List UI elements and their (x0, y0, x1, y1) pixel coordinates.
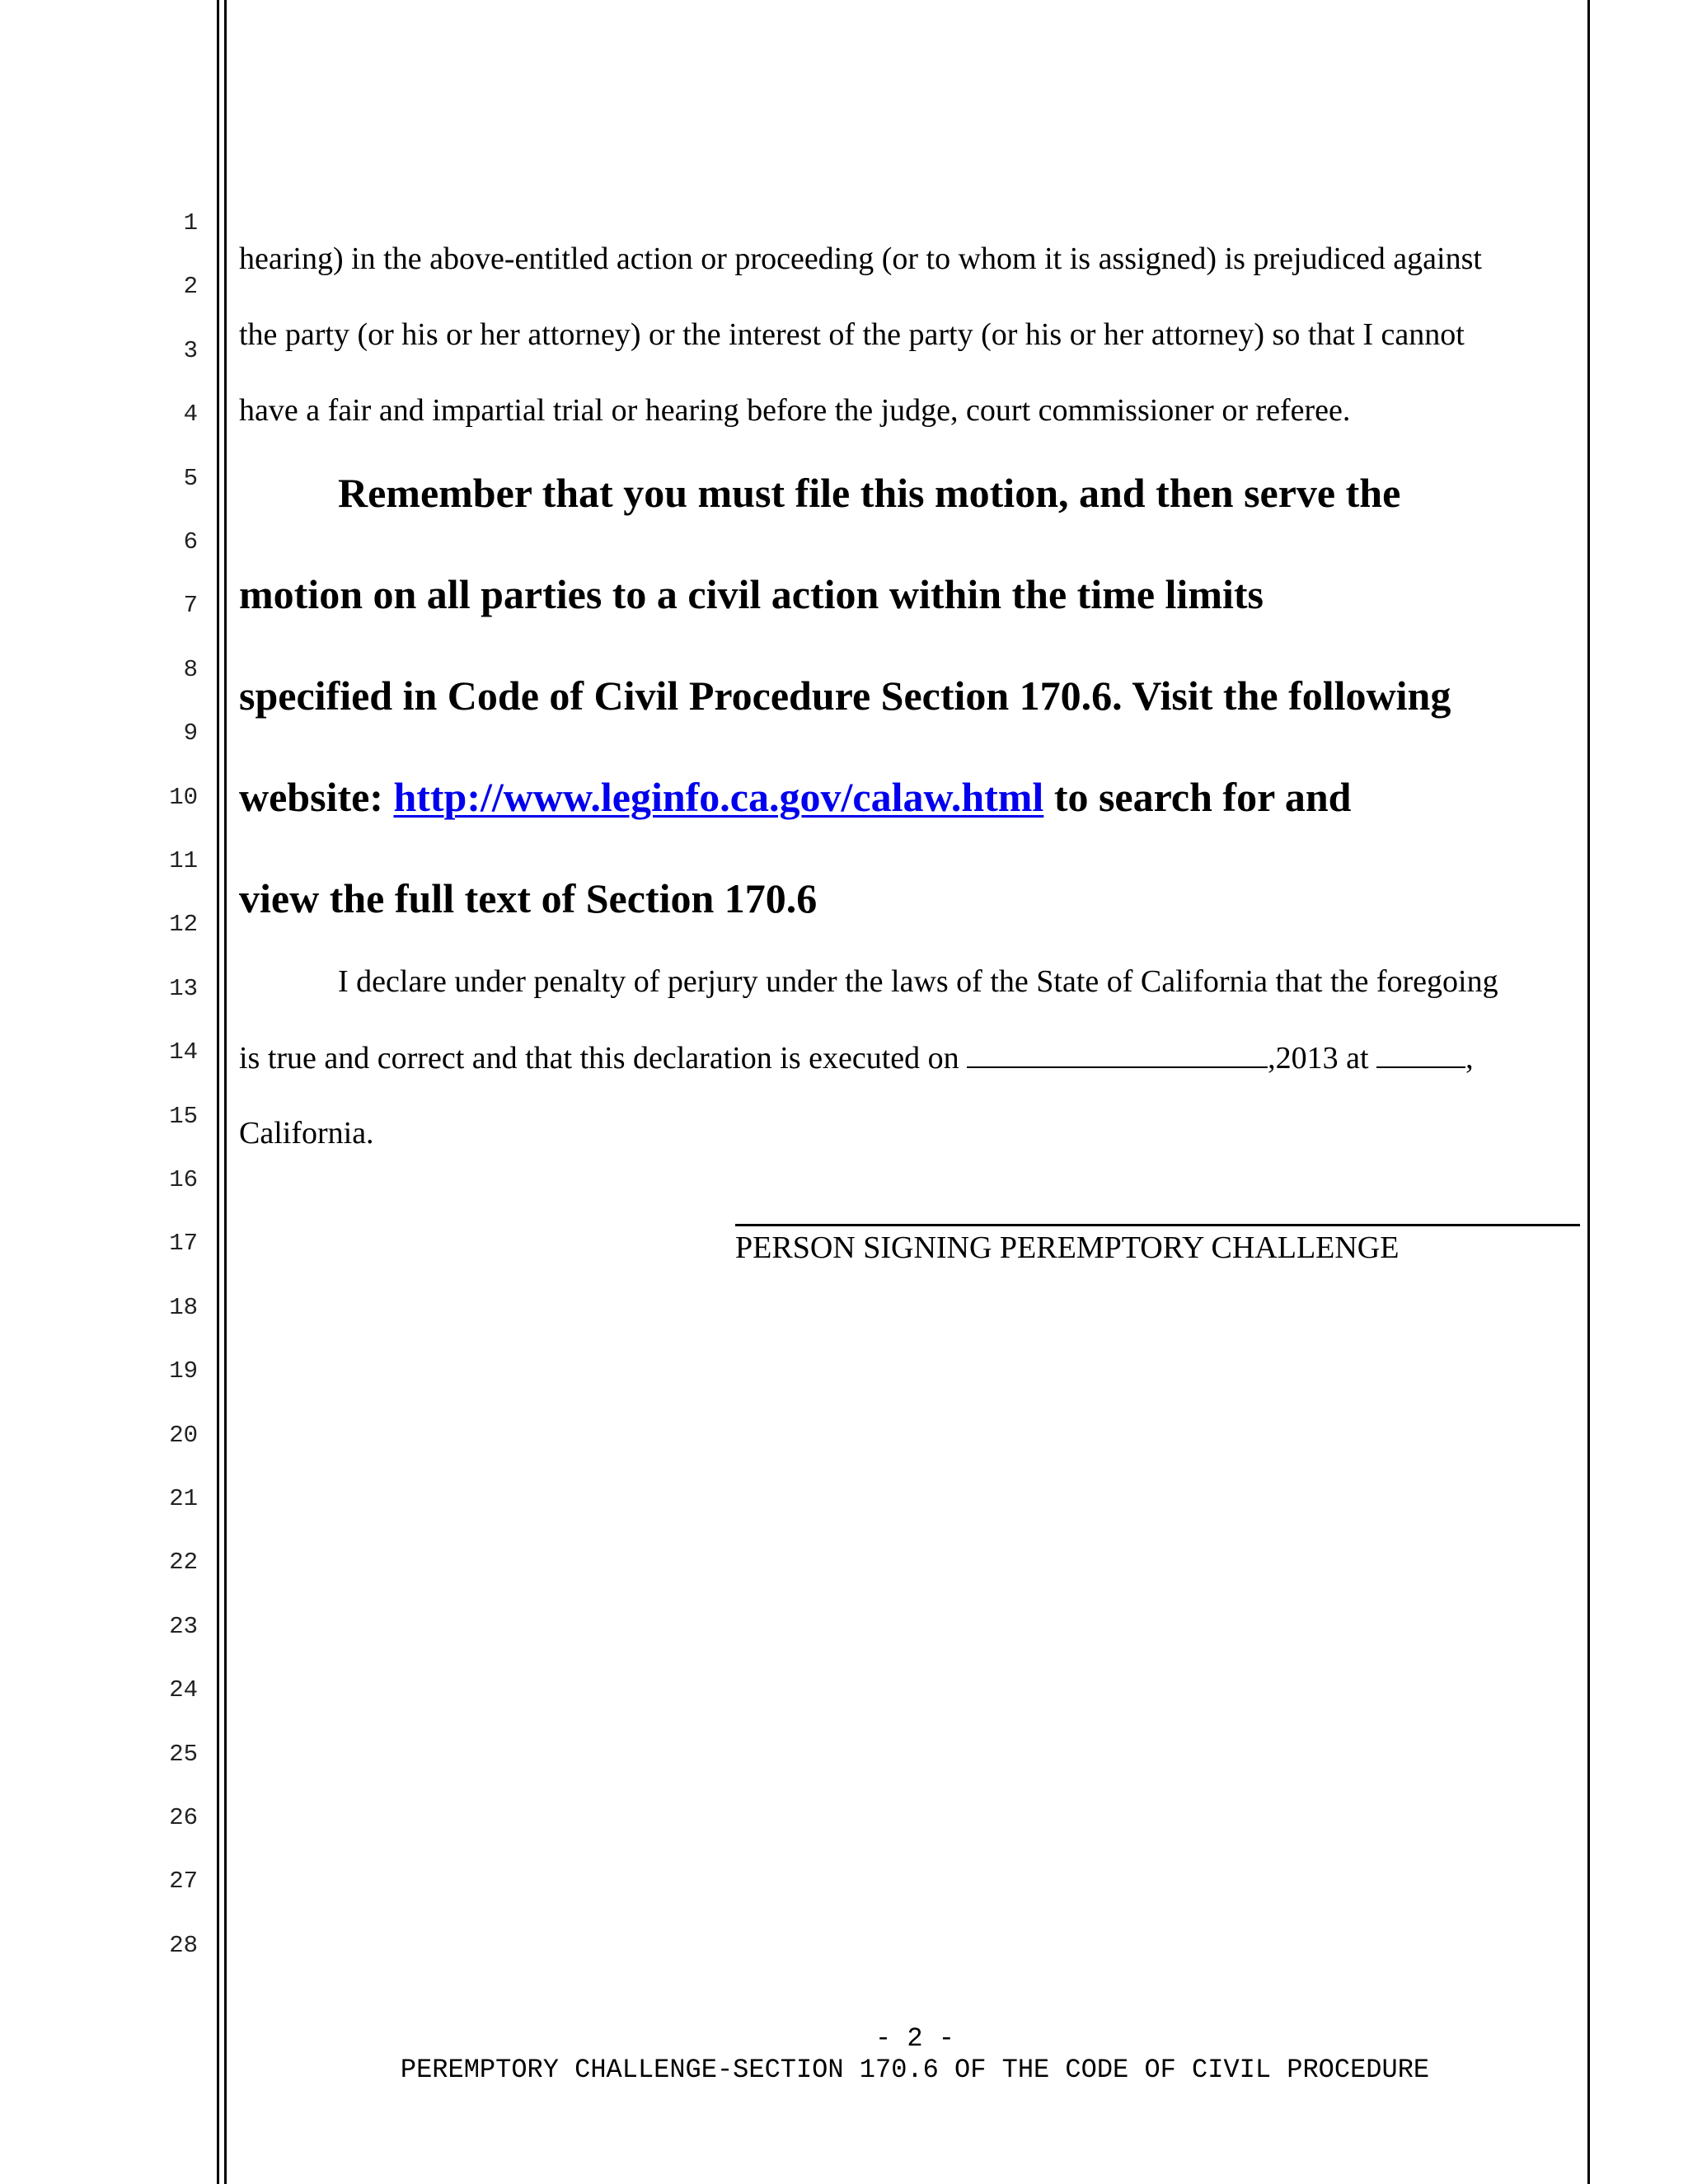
line-number: 9 (183, 719, 198, 747)
statute-website-link[interactable]: http://www.leginfo.ca.gov/calaw.html (393, 774, 1044, 820)
line-number: 10 (169, 784, 198, 811)
right-margin-rule (1587, 0, 1590, 2184)
line-number: 21 (169, 1485, 198, 1512)
line-number: 8 (183, 656, 198, 683)
page-number: - 2 - (874, 2023, 954, 2054)
line-number: 26 (169, 1804, 198, 1831)
line-number: 11 (169, 847, 198, 874)
line-number: 16 (169, 1166, 198, 1193)
line-number: 6 (183, 528, 198, 555)
line-number: 5 (183, 465, 198, 492)
line-number: 7 (183, 592, 198, 619)
line-number: 25 (169, 1741, 198, 1768)
declaration-line (239, 1042, 1474, 1074)
paragraph-line: have a fair and impartial trial or hearing before the judge, court commissioner or referee. (239, 393, 1351, 428)
left-margin-rule-outer (217, 0, 219, 2184)
line-number: 22 (169, 1549, 198, 1576)
signature-label: PERSON SIGNING PEREMPTORY CHALLENGE (735, 1230, 1400, 1265)
line-number: 23 (169, 1613, 198, 1640)
notice-line (239, 776, 1351, 818)
paragraph-line: the party (or his or her attorney) or the interest of the party (or his or her attorney) so that I cannot (239, 317, 1465, 352)
line-number: 27 (169, 1868, 198, 1895)
declaration-line: I declare under penalty of perjury under the laws of the State of California that the foregoing (338, 964, 1498, 999)
line-number: 13 (169, 975, 198, 1002)
notice-line: motion on all parties to a civil action within the time limits (239, 571, 1264, 617)
line-number: 12 (169, 911, 198, 938)
notice-website-prefix: website: (239, 774, 394, 820)
date-blank[interactable] (967, 1042, 1268, 1068)
footer-title: PEREMPTORY CHALLENGE-SECTION 170.6 OF THE CODE OF CIVIL PROCEDURE (400, 2055, 1430, 2085)
signature-line[interactable] (735, 1224, 1580, 1226)
declaration-line: California. (239, 1116, 374, 1151)
declaration-text: , (1465, 1041, 1474, 1076)
notice-line: Remember that you must file this motion, and then serve the (338, 470, 1401, 516)
notice-website-suffix: to search for and (1043, 774, 1352, 820)
line-number: 17 (169, 1230, 198, 1257)
declaration-text: is true and correct and that this declaration is executed on (239, 1041, 968, 1076)
declaration-text: ,2013 at (1268, 1041, 1377, 1076)
line-number: 24 (169, 1676, 198, 1704)
notice-line: specified in Code of Civil Procedure Section 170.6. Visit the following (239, 673, 1451, 719)
line-number: 1 (183, 209, 198, 237)
left-margin-rule-inner (224, 0, 227, 2184)
line-number: 19 (169, 1357, 198, 1385)
line-number: 15 (169, 1103, 198, 1130)
notice-line: view the full text of Section 170.6 (239, 875, 818, 921)
paragraph-line: hearing) in the above-entitled action or proceeding (or to whom it is assigned) is prejudiced against (239, 241, 1482, 276)
line-number: 28 (169, 1932, 198, 1959)
line-number: 3 (183, 337, 198, 364)
line-number: 20 (169, 1422, 198, 1449)
line-number: 2 (183, 273, 198, 300)
line-number: 18 (169, 1294, 198, 1321)
line-number: 4 (183, 401, 198, 428)
line-number: 14 (169, 1038, 198, 1066)
place-blank[interactable] (1376, 1042, 1465, 1068)
